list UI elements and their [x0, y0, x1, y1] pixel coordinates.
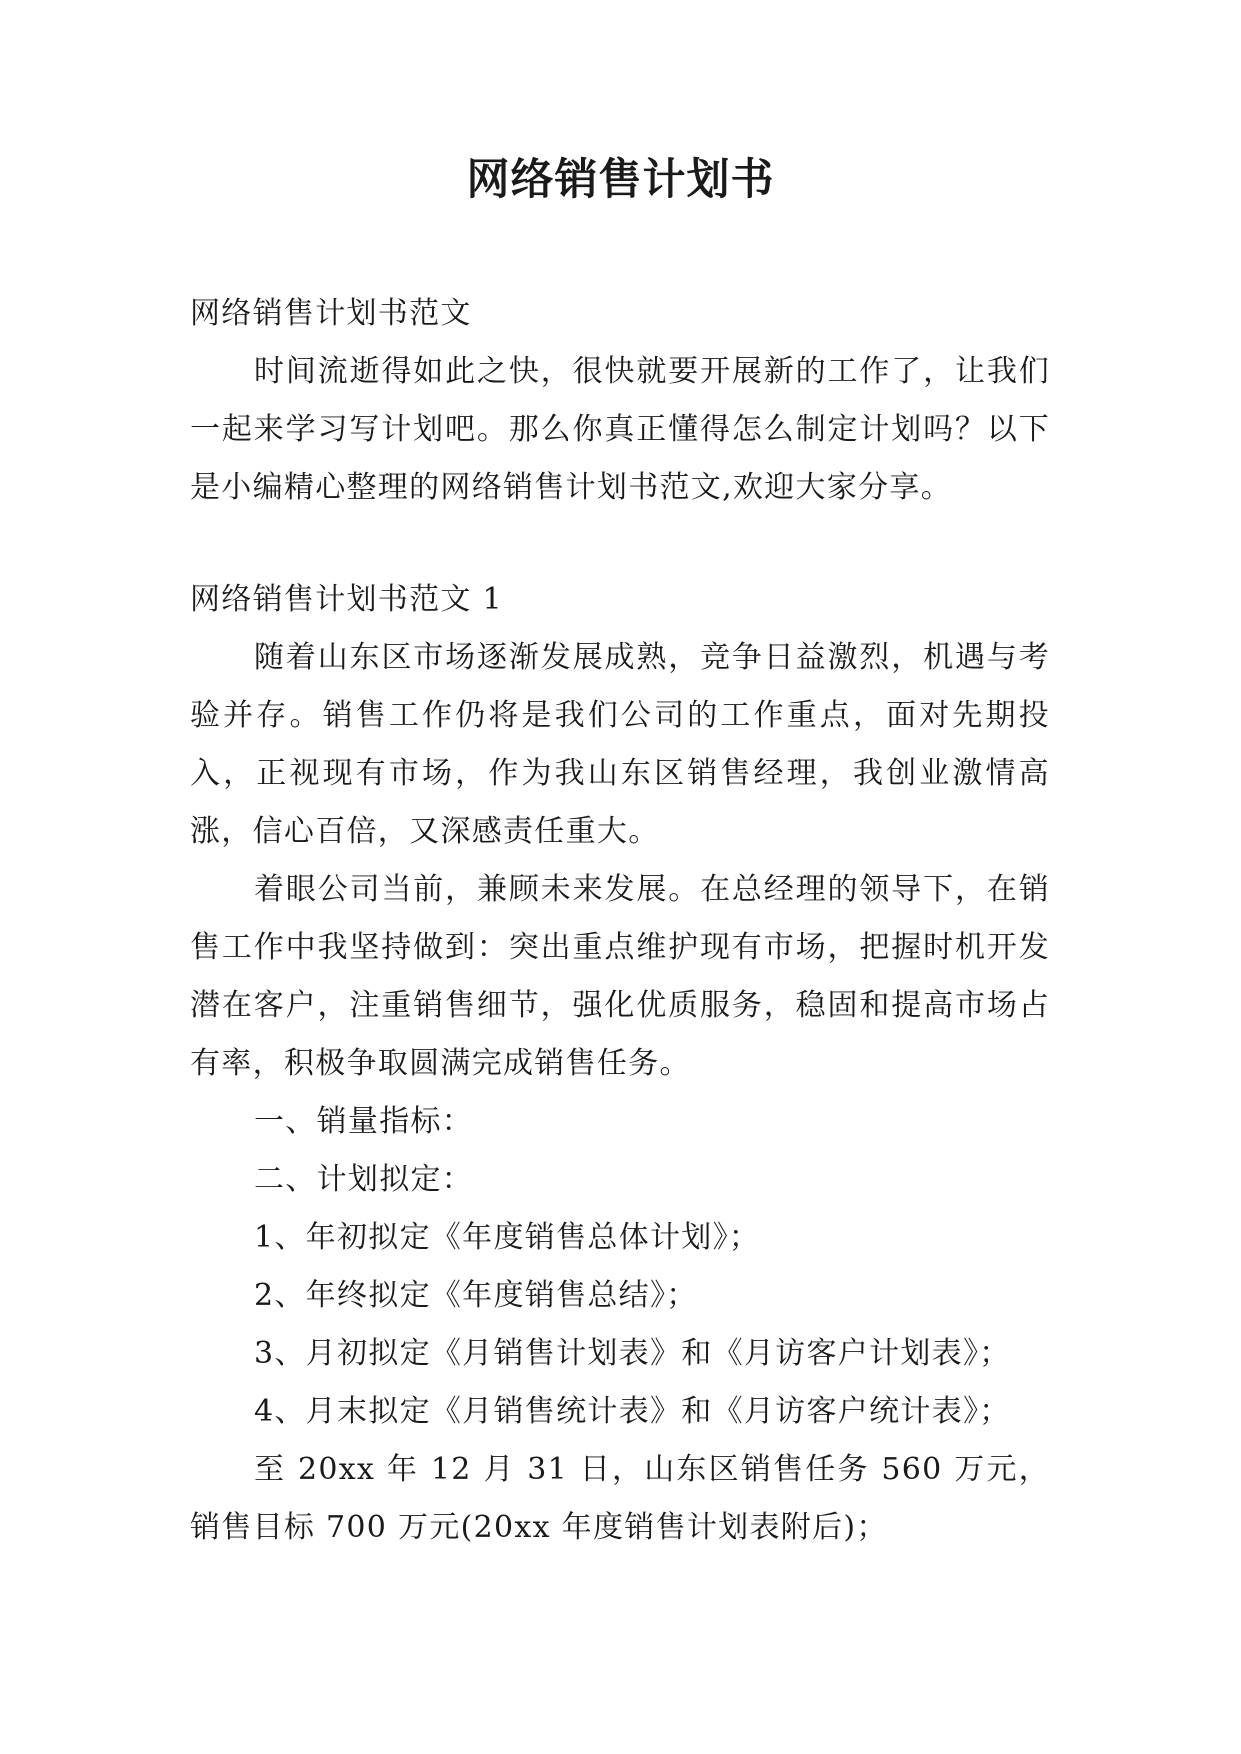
- body-paragraph: 至 20xx 年 12 月 31 日，山东区销售任务 560 万元，销售目标 700 万元(20xx 年度销售计划表附后)；: [190, 1452, 1050, 1545]
- body-paragraph: 着眼公司当前，兼顾未来发展。在总经理的领导下，在销售工作中我坚持做到：突出重点维护现有市场，把握时机开发潜在客户，注重销售细节，强化优质服务，稳固和提高市场占有率，积极争取圆满完成销售任务。: [190, 872, 1050, 1081]
- document-title: 网络销售计划书: [466, 155, 775, 205]
- document-body: [190, 285, 1050, 1557]
- list-item: 3、月初拟定《月销售计划表》和《月访客户计划表》；: [254, 1336, 1011, 1371]
- list-heading: 二、计划拟定：: [254, 1162, 474, 1197]
- section-heading: 网络销售计划书范文 1: [190, 582, 503, 617]
- list-heading: 一、销量指标：: [254, 1104, 474, 1139]
- intro-paragraph: 时间流逝得如此之快，很快就要开展新的工作了，让我们一起来学习写计划吧。那么你真正懂得怎么制定计划吗？以下是小编精心整理的网络销售计划书范文,欢迎大家分享。: [190, 354, 1050, 505]
- list-item: 2、年终拟定《年度销售总结》；: [254, 1278, 698, 1313]
- paragraph-gap: [190, 517, 1050, 571]
- body-paragraph: 随着山东区市场逐渐发展成熟，竞争日益激烈，机遇与考验并存。销售工作仍将是我们公司的工作重点，面对先期投入，正视现有市场，作为我山东区销售经理，我创业激情高涨，信心百倍，又深感责任重大。: [190, 640, 1050, 849]
- list-item: 4、月末拟定《月销售统计表》和《月访客户统计表》；: [254, 1394, 1011, 1429]
- list-item: 1、年初拟定《年度销售总体计划》；: [254, 1220, 761, 1255]
- section-heading: 网络销售计划书范文: [190, 296, 472, 331]
